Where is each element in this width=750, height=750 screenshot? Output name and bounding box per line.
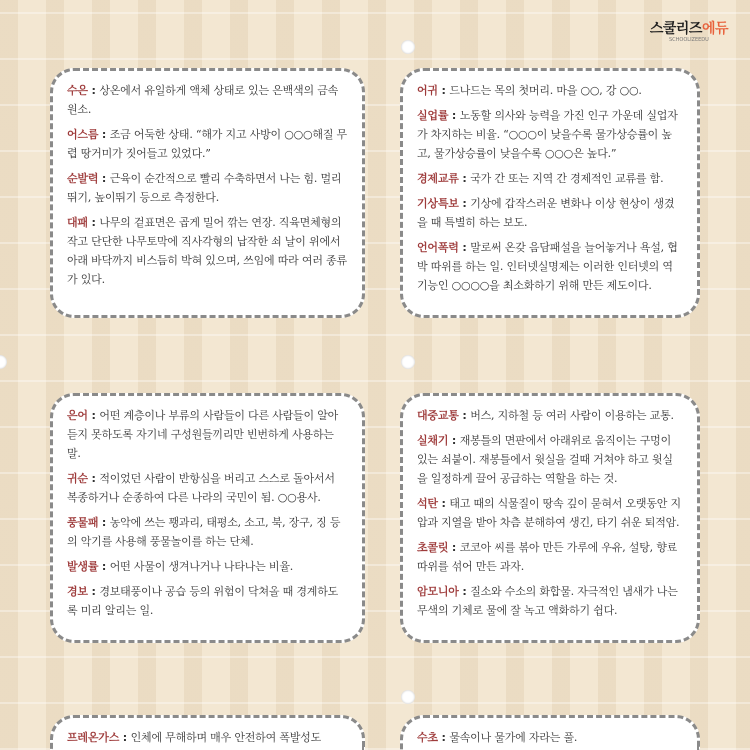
vocab-entry <box>417 728 683 747</box>
logo-main-text: 스쿨리즈 <box>649 21 702 37</box>
vocab-definition: 인체에 무해하며 매우 안전하여 폭발성도 <box>130 731 322 744</box>
vocab-entry <box>417 494 683 532</box>
vocab-definition: 기상에 갑작스러운 변화나 이상 현상이 생겼을 때 특별히 하는 보도. <box>417 197 675 229</box>
vocab-separator: : <box>458 172 471 185</box>
vocab-entry <box>67 469 348 507</box>
vocab-separator: : <box>448 434 460 447</box>
vocab-card <box>400 715 700 750</box>
vocab-term: 석탄 <box>417 497 438 510</box>
vocab-term: 초콜릿 <box>417 541 449 554</box>
vocab-term: 실채기 <box>417 434 449 447</box>
vocab-entry <box>67 513 348 551</box>
vocab-entry <box>67 728 348 747</box>
vocab-definition: 드나드는 목의 첫머리. 마을 ○○, 강 ○○. <box>449 84 642 97</box>
vocab-term: 어스름 <box>67 128 99 141</box>
vocab-entry <box>417 538 683 576</box>
vocab-separator: : <box>87 216 100 229</box>
logo-accent-text: 에듀 <box>701 21 728 37</box>
vocab-separator: : <box>98 128 110 141</box>
vocab-entry <box>417 406 683 425</box>
vocab-card <box>400 68 700 318</box>
vocab-separator: : <box>458 409 471 422</box>
vocab-term: 순발력 <box>67 172 99 185</box>
vocab-entry <box>67 406 348 463</box>
vocab-separator: : <box>458 585 471 598</box>
brand-logo <box>650 22 728 43</box>
vocab-separator: : <box>87 585 100 598</box>
vocab-entry <box>417 106 683 163</box>
vocab-definition: 나무의 겉표면은 곱게 밀어 깎는 연장. 직육면체형의 작고 단단한 나무토막에 직사각형의 납작한 쇠 날이 위에서 아래 바닥까지 비스듬히 박혀 있으며, 쓰임에 따라 여러 종류가 있다. <box>67 216 347 286</box>
vocab-term: 수은 <box>67 84 88 97</box>
vocab-separator: : <box>437 731 450 744</box>
vocab-separator: : <box>87 409 100 422</box>
vocab-term: 은어 <box>67 409 88 422</box>
vocab-term: 실업률 <box>417 109 449 122</box>
vocab-entry <box>67 81 348 119</box>
vocab-definition: 재봉틀의 면판에서 아래위로 움직이는 구멍이 있는 쇠붙이. 재봉틀에서 윗실을 걸때 거쳐야 하고 윗실을 일정하게 끌어 공급하는 역할을 하는 것. <box>417 434 673 485</box>
vocab-entry <box>67 213 348 289</box>
vocab-entry <box>67 582 348 620</box>
vocab-separator: : <box>458 197 471 210</box>
vocab-card <box>50 715 365 750</box>
vocab-definition: 상온에서 유일하게 액체 상태로 있는 은백색의 금속 원소. <box>67 84 339 116</box>
vocab-term: 경제교류 <box>417 172 459 185</box>
vocab-separator: : <box>448 541 460 554</box>
vocab-term: 풍물패 <box>67 516 99 529</box>
vocab-definition: 조금 어둑한 상태. “해가 지고 사방이 ○○○해질 무렵 땅거미가 짓어들고 있었다.” <box>67 128 347 160</box>
vocab-separator: : <box>448 109 460 122</box>
vocab-card <box>400 393 700 643</box>
vocab-definition: 코코아 씨를 볶아 만든 가루에 우유, 설탕, 향료 따위를 섞어 만든 과자. <box>417 541 678 573</box>
vocab-term: 귀순 <box>67 472 88 485</box>
vocab-entry <box>67 557 348 576</box>
vocab-entry <box>417 81 683 100</box>
vocab-separator: : <box>437 84 450 97</box>
vocab-definition: 질소와 수소의 화합물. 자극적인 냄새가 나는 무색의 기체로 물에 잘 녹고 액화하기 쉽다. <box>417 585 678 617</box>
vocab-definition: 말로써 온갖 음담패설을 늘어놓거나 욕설, 협박 따위를 하는 일. 인터넷실명제는 이러한 인터넷의 역기능인 ○○○○을 최소화하기 위해 만든 제도이다. <box>417 241 678 292</box>
vocab-definition: 태고 때의 식물질이 땅속 깊이 묻혀서 오랫동안 지압과 지열을 받아 차츰 분해하여 생긴, 타기 쉬운 퇴적암. <box>417 497 681 529</box>
vocab-entry <box>67 125 348 163</box>
vocab-definition: 물속이나 물가에 자라는 풀. <box>449 731 578 744</box>
vocab-term: 경보 <box>67 585 88 598</box>
vocab-separator: : <box>87 84 100 97</box>
vocab-term: 기상특보 <box>417 197 459 210</box>
vocab-entry <box>417 194 683 232</box>
vocab-separator: : <box>98 516 110 529</box>
vocab-separator: : <box>437 497 450 510</box>
vocab-definition: 국가 간 또는 지역 간 경제적인 교류를 함. <box>470 172 664 185</box>
vocab-definition: 노동할 의사와 능력을 가진 인구 가운데 실업자가 차지하는 비율. “○○○이 낮을수록 물가상승률이 높고, 물가상승률이 낮을수록 ○○○은 높다.” <box>417 109 678 160</box>
vocab-separator: : <box>98 172 110 185</box>
vocab-entry <box>67 169 348 207</box>
vocab-term: 대중교통 <box>417 409 459 422</box>
vocab-term: 발생률 <box>67 560 99 573</box>
vocab-term: 어귀 <box>417 84 438 97</box>
logo-subtext: SCHOOLIZEEDU <box>669 37 709 43</box>
vocab-entry <box>417 169 683 188</box>
vocab-definition: 어떤 사물이 생겨나거나 나타나는 비율. <box>109 560 294 573</box>
vocab-definition: 적이었던 사람이 반항심을 버리고 스스로 돌아서서 복종하거나 순종하여 다른 나라의 국민이 됨. ○○용사. <box>67 472 335 504</box>
vocab-separator: : <box>87 472 100 485</box>
vocab-definition: 버스, 지하철 등 여러 사람이 이용하는 교통. <box>470 409 674 422</box>
vocab-separator: : <box>119 731 131 744</box>
vocab-definition: 경보태풍이나 공습 등의 위험이 닥쳐올 때 경계하도록 미리 알리는 일. <box>67 585 339 617</box>
vocab-entry <box>417 238 683 295</box>
vocab-separator: : <box>98 560 110 573</box>
vocab-term: 암모니아 <box>417 585 459 598</box>
vocab-definition: 근육이 순간적으로 빨리 수축하면서 나는 힘. 멀리뛰기, 높이뛰기 등으로 측정한다. <box>67 172 342 204</box>
binder-hole <box>401 355 415 369</box>
binder-hole <box>401 690 415 704</box>
vocab-term: 수초 <box>417 731 438 744</box>
vocab-term: 대패 <box>67 216 88 229</box>
vocab-term: 프레온가스 <box>67 731 120 744</box>
vocab-card <box>50 393 365 643</box>
vocab-entry <box>417 582 683 620</box>
vocab-term: 언어폭력 <box>417 241 459 254</box>
binder-hole <box>401 40 415 54</box>
vocab-card <box>50 68 365 318</box>
vocab-definition: 농악에 쓰는 꽹과리, 태평소, 소고, 북, 장구, 징 등의 악기를 사용해 풍물놀이를 하는 단체. <box>67 516 341 548</box>
vocab-definition: 어떤 계층이나 부류의 사람들이 다른 사람들이 알아듣지 못하도록 자기네 구성원들끼리만 빈번하게 사용하는 말. <box>67 409 339 460</box>
vocab-entry <box>417 431 683 488</box>
vocab-separator: : <box>458 241 471 254</box>
binder-hole <box>0 355 7 369</box>
